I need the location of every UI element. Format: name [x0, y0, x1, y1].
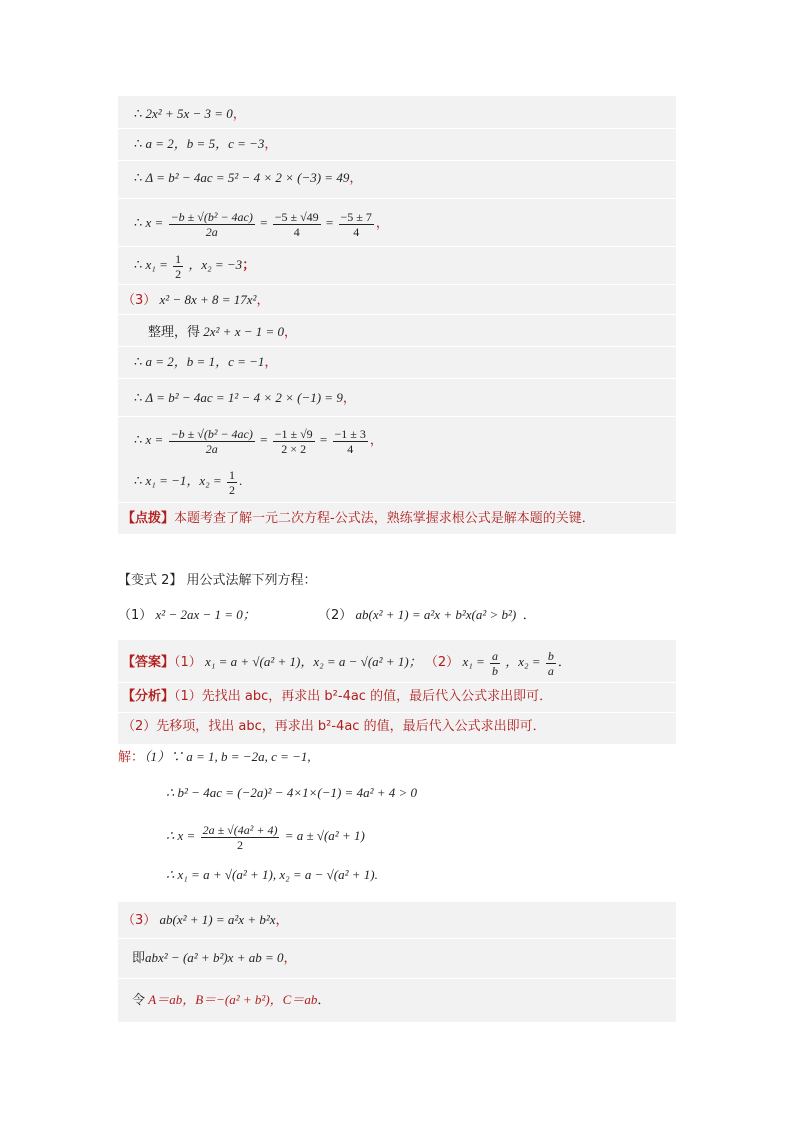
line-10: ∴ x = $\frac{\text{−b ± √(b² − 4ac)}}{2a}$ = $\frac{-1 \pm √9}{2 \times 2}$ = $\frac{-1 \pm 3}{4}$ ，	[134, 426, 383, 456]
solution-line-4: ∴ x₁ = a + √(a² + 1), x₂ = a − √(a² + 1).	[166, 867, 378, 882]
fraction: $\frac{\text{−b ± √(b² − 4ac)}}{2a}$	[170, 426, 253, 456]
fraction: $\frac{b}{a}$	[547, 648, 554, 678]
line-6: （3） x² − 8x + 8 = 17x²，	[122, 292, 270, 308]
fraction: $\frac{-1 \pm 3}{4}$	[334, 426, 366, 456]
fraction: $\frac{1}{2}$	[175, 251, 182, 281]
fraction: $\frac{-1 \pm √9}{2 \times 2}$	[274, 426, 313, 456]
line-4: ∴ x = $\frac{\text{−b ± √(b² − 4ac)}}{2a}$ = $\frac{-5 \pm √49}{4}$ = $\frac{-5 \pm 7}{4}$ ，	[134, 209, 389, 239]
line-8: ∴ a = 2，b = 1，c = −1，	[134, 354, 278, 369]
fraction: $\frac{\text{−b ± √(b² − 4ac)}}{2a}$	[170, 209, 253, 239]
line-9: ∴ Δ = b² − 4ac = 1² − 4 × 2 × (−1) = 9，	[134, 390, 356, 405]
solution-line-1: 解：（1）∵ a = 1, b = −2a, c = −1,	[118, 749, 311, 765]
fraction: $\frac{\text{2a ± √(4a² + 4)}}{2}$	[202, 822, 278, 852]
solution-block-1	[118, 96, 676, 534]
tip-line: 【点拨】本题考查了解一元二次方程-公式法，熟练掌握求根公式是解本题的关键．	[122, 511, 595, 526]
variant-problem-2: （2） ab(x² + 1) = a²x + b²x(a² > b²) ．	[318, 607, 536, 623]
answer-line: 【答案】（1） x₁ = a + √(a² + 1)，x₂ = a − √(a² + 1)； （2） x₁ = $\frac{a}{b}$ ，x₂ = $\frac{b}{a}$ ．	[122, 648, 571, 678]
answer-block	[118, 640, 676, 744]
block3-line-1: （3） ab(x² + 1) = a²x + b²x，	[122, 912, 289, 928]
line-3: ∴ Δ = b² − 4ac = 5² − 4 × 2 × (−3) = 49，	[134, 170, 363, 185]
block3-line-3: 令 A＝ab，B＝−(a² + b²)，C＝ab．	[132, 992, 331, 1008]
line-11: ∴ x₁ = −1，x₂ = $\frac{1}{2}$ .	[134, 467, 243, 497]
fraction: $\frac{a}{b}$	[492, 648, 498, 678]
line-7: 整理，得 2x² + x − 1 = 0，	[148, 324, 298, 340]
variant-problems: （1） x² − 2ax − 1 = 0；	[118, 607, 256, 623]
solution-line-3: ∴ x = $\frac{\text{2a ± √(4a² + 4)}}{2}$ = a ± √(a² + 1)	[166, 822, 365, 852]
line-5: ∴ x₁ = $\frac{1}{2}$ ，x₂ = −3；	[134, 251, 256, 281]
solution-line-2: ∴ b² − 4ac = (−2a)² − 4×1×(−1) = 4a² + 4 > 0	[166, 785, 418, 800]
analysis-line-1: 【分析】（1）先找出 abc，再求出 b²-4ac 的值，最后代入公式求出即可．	[122, 689, 553, 704]
variant-title: 【变式 2】 用公式法解下列方程：	[118, 573, 317, 588]
solution-block-3	[118, 902, 676, 1022]
analysis-line-2: （2）先移项，找出 abc，再求出 b²-4ac 的值，最后代入公式求出即可．	[122, 719, 546, 734]
fraction: $\frac{-5 \pm √49}{4}$	[274, 209, 319, 239]
line-2: ∴ a = 2，b = 5，c = −3，	[134, 136, 278, 151]
fraction: $\frac{-5 \pm 7}{4}$	[340, 209, 372, 239]
line-1: ∴ 2x² + 5x − 3 = 0，	[134, 106, 246, 121]
fraction: $\frac{1}{2}$	[228, 467, 235, 497]
block3-line-2: 即abx² − (a² + b²)x + ab = 0，	[132, 950, 297, 966]
